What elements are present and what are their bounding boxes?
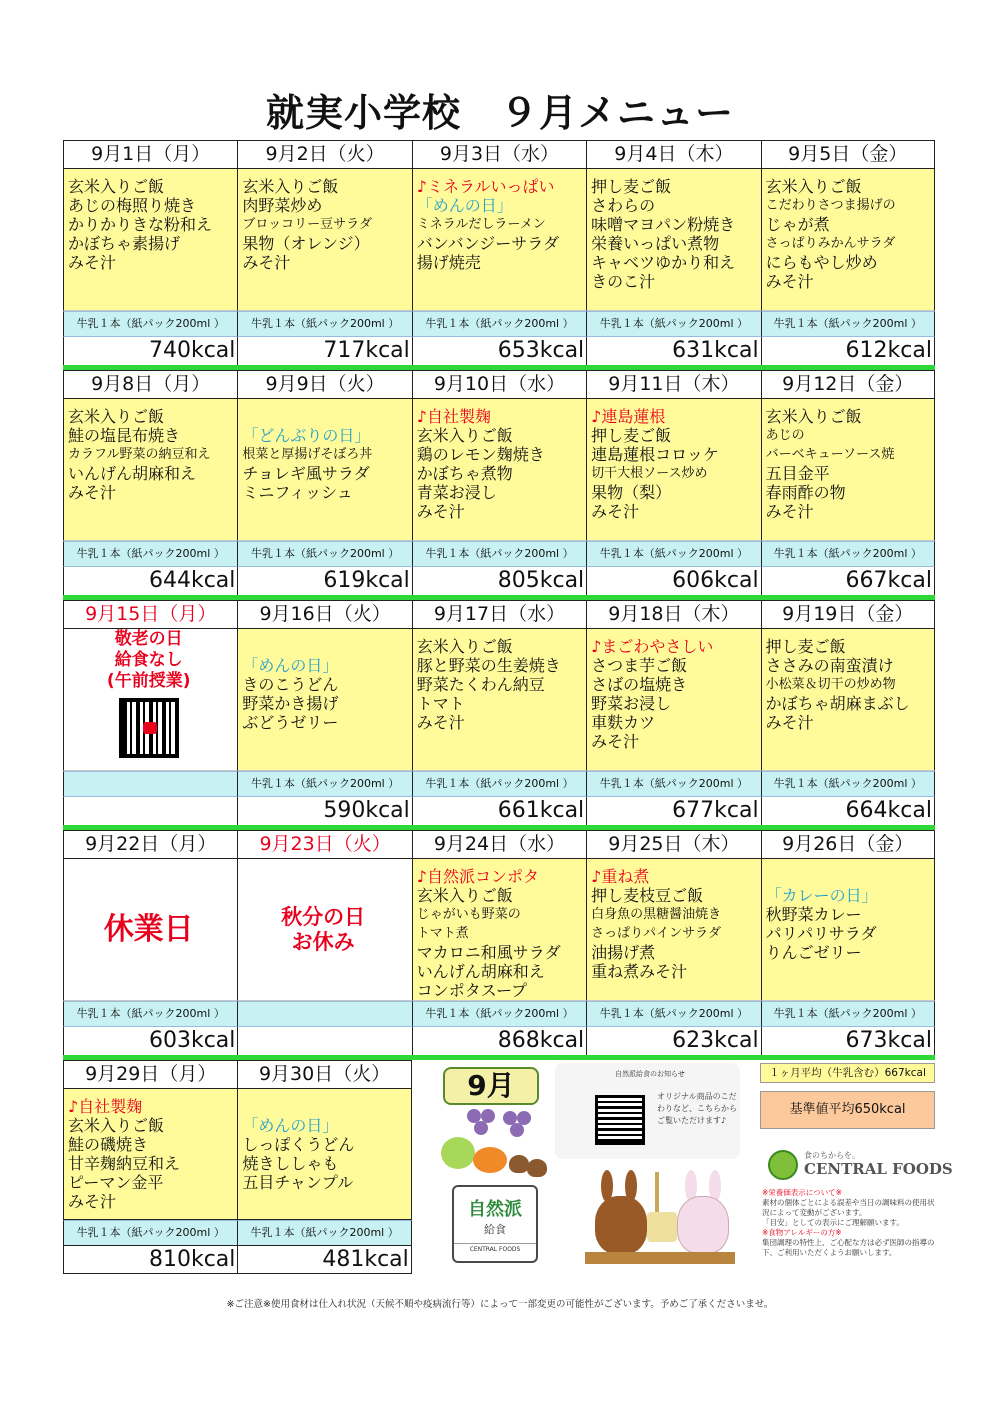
date-cell: 9月12日（金） [761, 370, 935, 399]
milk-cell: 牛乳１本（紙パック200ml ） [761, 771, 935, 797]
menu-cell [412, 399, 586, 541]
date-cell: 9月30日（火） [237, 1060, 411, 1089]
menu-item: りんごゼリー [765, 943, 862, 962]
kcal-cell: 619kcal [237, 567, 411, 595]
menu-item: ぶどうゼリー [242, 713, 339, 732]
milk-cell: 牛乳１本（紙パック200ml ） [412, 311, 586, 337]
menu-row [63, 169, 935, 311]
menu-item: 根菜と厚揚げそぼろ丼 [242, 447, 373, 462]
menu-item: 栄養いっぱい煮物 [591, 234, 720, 253]
menu-item [242, 407, 411, 426]
menu-cell [586, 859, 760, 1001]
logo-mark-icon [768, 1150, 798, 1180]
menu-item: 「めんの日」 [242, 656, 339, 675]
menu-item: マカロニ和風サラダ [416, 943, 561, 962]
menu-cell [237, 169, 411, 311]
menu-cell [412, 169, 586, 311]
week-block [63, 140, 935, 370]
menu-item: 玄米入りご飯 [765, 407, 862, 426]
menu-item: ♪自然派コンポタ [416, 867, 539, 886]
date-cell: 9月4日（木） [586, 140, 760, 169]
central-foods-logo [768, 1150, 953, 1180]
menu-item: 肉野菜炒め [242, 196, 323, 215]
menu-item: 車麩カツ [591, 713, 656, 732]
chestnut-icon [509, 1155, 529, 1173]
menu-cell [761, 629, 935, 771]
milk-cell: 牛乳１本（紙パック200ml ） [237, 771, 411, 797]
kcal-cell: 623kcal [586, 1027, 760, 1055]
kcal-cell: 810kcal [63, 1246, 237, 1274]
milk-row [63, 771, 935, 797]
holiday-line: 秋分の日 [281, 904, 366, 929]
kcal-cell: 612kcal [761, 337, 935, 365]
menu-item [242, 1097, 410, 1116]
milk-cell: 牛乳１本（紙パック200ml ） [586, 311, 760, 337]
date-cell: 9月24日（水） [412, 830, 586, 859]
date-cell: 9月3日（水） [412, 140, 586, 169]
kcal-cell: 805kcal [412, 567, 586, 595]
footer-note: ※ご注意※使用食材は仕入れ状況（天候不順や疫病流行等）によって一部変更の可能性がございます。予めご了承くださいませ。 [226, 1299, 774, 1310]
date-row [63, 600, 935, 629]
holiday-notice [64, 629, 237, 770]
date-cell: 9月25日（木） [586, 830, 760, 859]
date-cell: 9月19日（金） [761, 600, 935, 629]
kcal-cell: 631kcal [586, 337, 760, 365]
kcal-cell: 590kcal [237, 797, 411, 825]
menu-item: 青菜お浸し [416, 483, 497, 502]
qr-code-icon[interactable] [119, 698, 179, 758]
menu-item: 玄米入りご飯 [242, 177, 339, 196]
menu-row [63, 859, 935, 1001]
milk-cell: 牛乳１本（紙パック200ml ） [63, 1001, 237, 1027]
date-cell: 9月16日（火） [237, 600, 411, 629]
milk-cell: 牛乳１本（紙パック200ml ） [63, 1220, 237, 1246]
menu-item: みそ汁 [68, 483, 117, 502]
menu-item: 鮭の磯焼き [68, 1135, 149, 1154]
logo-tagline: 食のちからを。 [804, 1151, 860, 1160]
menu-item: 果物（オレンジ） [242, 234, 370, 253]
milk-cell: 牛乳１本（紙パック200ml ） [412, 771, 586, 797]
holiday-line: 休業日 [103, 911, 194, 947]
menu-row [63, 1089, 412, 1220]
menu-item: みそ汁 [416, 713, 465, 732]
milk-row [63, 1001, 935, 1027]
menu-item: 豚と野菜の生姜焼き [416, 656, 561, 675]
note-heading: ※栄養価表示について※ [762, 1188, 842, 1197]
menu-item: コンポタスープ [416, 981, 528, 1000]
kcal-cell: 644kcal [63, 567, 237, 595]
week-block [63, 830, 935, 1060]
date-cell: 9月5日（金） [761, 140, 935, 169]
menu-item: チョレギ風サラダ [242, 464, 370, 483]
menu-item: 秋野菜カレー [765, 905, 862, 924]
menu-row [63, 629, 935, 771]
kcal-cell: 667kcal [761, 567, 935, 595]
menu-item: さっぱりみかんサラダ [765, 236, 896, 251]
menu-item: バンバンジーサラダ [416, 234, 560, 253]
milk-cell: 牛乳１本（紙パック200ml ） [237, 541, 411, 567]
menu-item: あじの梅照り焼き [68, 196, 197, 215]
pink-rabbit-icon [677, 1196, 729, 1254]
menu-item: 野菜お浸し [591, 694, 672, 713]
menu-item: 玄米入りご飯 [68, 407, 165, 426]
menu-item: 切干大根ソース炒め [591, 466, 708, 481]
menu-item: いんげん胡麻和え [68, 464, 197, 483]
menu-item: 果物（梨） [591, 483, 672, 502]
menu-item: さつま芋ご飯 [591, 656, 688, 675]
date-row [63, 1060, 412, 1089]
menu-item: かぼちゃ煮物 [416, 464, 513, 483]
menu-item: 油揚げ煮 [591, 943, 656, 962]
date-row [63, 370, 935, 399]
menu-item: バーベキューソース焼 [765, 447, 895, 462]
holiday-line: 給食なし [114, 650, 183, 670]
chestnut-icon [527, 1159, 547, 1177]
menu-cell [761, 399, 935, 541]
grape-icon [474, 1121, 488, 1135]
date-cell: 9月23日（火） [237, 830, 411, 859]
milk-cell: 牛乳１本（紙パック200ml ） [761, 1001, 935, 1027]
menu-cell [761, 169, 935, 311]
pampas-grass-icon [655, 1172, 659, 1216]
menu-item: トマト煮 [416, 926, 469, 941]
kcal-cell: 653kcal [412, 337, 586, 365]
menu-item: 五目金平 [765, 464, 830, 483]
kcal-cell: 481kcal [237, 1246, 411, 1274]
milk-cell: 牛乳１本（紙パック200ml ） [761, 311, 935, 337]
nutrition-notes [762, 1188, 937, 1258]
note-text: 素材の個体ごとによる誤差や当日の調味料の使用状況によって変動がございます。 [762, 1198, 935, 1217]
date-row [63, 140, 935, 169]
menu-cell [761, 859, 935, 1001]
menu-item: みそ汁 [416, 502, 465, 521]
apple-icon [441, 1137, 475, 1169]
menu-item: 重ね煮みそ汁 [591, 962, 688, 981]
standard-average: 基準値平均650kcal [760, 1091, 935, 1129]
menu-item: 玄米入りご飯 [416, 886, 513, 905]
menu-item: 押し麦ご飯 [591, 426, 672, 445]
menu-item: みそ汁 [765, 502, 814, 521]
kcal-row [63, 337, 935, 365]
badge-line-2: 給食 [484, 1223, 506, 1236]
kcal-row [63, 1027, 935, 1055]
menu-item: ♪ミネラルいっぱい [416, 177, 555, 196]
date-cell: 9月9日（火） [237, 370, 411, 399]
milk-cell: 牛乳１本（紙パック200ml ） [63, 311, 237, 337]
menu-item: ♪自社製麹 [416, 407, 491, 426]
holiday-notice [238, 859, 411, 1000]
milk-cell: 牛乳１本（紙パック200ml ） [586, 1001, 760, 1027]
menu-item: 小松菜＆切干の炒め物 [765, 677, 896, 692]
menu-item: あじの [765, 428, 805, 443]
menu-item: さわらの [591, 196, 656, 215]
menu-item: 玄米入りご飯 [68, 177, 165, 196]
date-cell: 9月1日（月） [63, 140, 237, 169]
menu-item: 鶏のレモン麹焼き [416, 445, 545, 464]
menu-item: パリパリサラダ [765, 924, 877, 943]
milk-cell [63, 771, 237, 797]
kcal-cell: 677kcal [586, 797, 760, 825]
milk-cell: 牛乳１本（紙パック200ml ） [63, 541, 237, 567]
milk-cell: 牛乳１本（紙パック200ml ） [586, 541, 760, 567]
kcal-row [63, 1246, 412, 1274]
menu-item: ♪重ね煮 [591, 867, 650, 886]
milk-cell: 牛乳１本（紙パック200ml ） [412, 1001, 586, 1027]
kcal-row [63, 797, 935, 825]
menu-item: 焼きししゃも [242, 1154, 339, 1173]
date-row [63, 830, 935, 859]
kcal-cell: 868kcal [412, 1027, 586, 1055]
logo-name: CENTRAL FOODS [804, 1160, 953, 1178]
menu-item: みそ汁 [68, 253, 117, 272]
menu-item: さっぱりパインサラダ [591, 926, 722, 941]
menu-item: にらもやし炒め [765, 253, 878, 272]
date-cell: 9月15日（月） [63, 600, 237, 629]
menu-item: 玄米入りご飯 [416, 426, 513, 445]
kcal-cell: 673kcal [761, 1027, 935, 1055]
kcal-row [63, 567, 935, 595]
kcal-cell [63, 797, 237, 825]
week-block [63, 1060, 412, 1274]
menu-item [242, 637, 411, 656]
grape-icon [510, 1123, 524, 1137]
badge-line-1: 自然派 [468, 1199, 522, 1220]
qr-card-heading: 自然派給食のお知らせ [615, 1070, 685, 1078]
persimmon-icon [473, 1147, 507, 1173]
date-cell: 9月26日（金） [761, 830, 935, 859]
milk-cell [237, 1001, 411, 1027]
menu-item: かぼちゃ素揚げ [68, 234, 181, 253]
milk-cell: 牛乳１本（紙パック200ml ） [586, 771, 760, 797]
september-illustration [437, 1063, 547, 1181]
menu-item: ピーマン金平 [68, 1173, 164, 1192]
menu-cell [237, 399, 411, 541]
menu-item: ♪自社製麹 [68, 1097, 143, 1116]
menu-item: 野菜かき揚げ [242, 694, 339, 713]
menu-item: 鮭の塩昆布焼き [68, 426, 181, 445]
menu-item: みそ汁 [591, 502, 640, 521]
menu-item [766, 867, 934, 886]
menu-item: 連島蓮根コロッケ [591, 445, 719, 464]
menu-item: きのこうどん [242, 675, 339, 694]
menu-cell [412, 629, 586, 771]
week-block [63, 600, 935, 830]
menu-item: 玄米入りご飯 [416, 637, 513, 656]
kcal-cell: 661kcal [412, 797, 586, 825]
kcal-cell: 664kcal [761, 797, 935, 825]
menu-item: ささみの南蛮漬け [765, 656, 894, 675]
menu-item: 春雨酢の物 [765, 483, 846, 502]
menu-cell [586, 629, 760, 771]
menu-cell [237, 1089, 411, 1220]
menu-item: 味噌マヨパン粉焼き [591, 215, 736, 234]
menu-item: キャベツゆかり和え [591, 253, 736, 272]
qr-card-text: オリジナル商品のこだわりなど、こちらからご覧いただけます♪ [657, 1092, 737, 1125]
menu-cell [586, 169, 760, 311]
menu-item: 五目チャンプル [242, 1173, 354, 1192]
menu-item: こだわりさつま揚げの [765, 198, 896, 213]
menu-item: 「カレーの日」 [765, 886, 878, 905]
bench-icon [585, 1252, 735, 1264]
menu-item: 玄米入りご飯 [765, 177, 862, 196]
month-board: 9月 [443, 1067, 539, 1105]
date-cell: 9月10日（水） [412, 370, 586, 399]
menu-item: 押し麦枝豆ご飯 [591, 886, 704, 905]
note-heading: ※食物アレルギーの方※ [762, 1228, 842, 1237]
menu-item: かぼちゃ胡麻まぶし [765, 694, 910, 713]
menu-item: ♪連島蓮根 [591, 407, 666, 426]
menu-cell [63, 629, 237, 771]
menu-item: ♪まごわやさしい [591, 637, 714, 656]
menu-item: 押し麦ご飯 [765, 637, 846, 656]
holiday-notice [64, 859, 237, 1000]
menu-item: じゃがいも野菜の [416, 907, 521, 922]
menu-cell [63, 1089, 237, 1220]
menu-item: みそ汁 [242, 253, 291, 272]
menu-item: トマト [416, 694, 465, 713]
menu-item: ミニフィッシュ [242, 483, 353, 502]
menu-cell [586, 399, 760, 541]
holiday-line: (午前授業) [106, 671, 191, 691]
menu-item: 「めんの日」 [242, 1116, 339, 1135]
qr-code-icon[interactable] [595, 1095, 645, 1145]
menu-cell [237, 629, 411, 771]
milk-row [63, 541, 935, 567]
menu-item: 押し麦ご飯 [591, 177, 672, 196]
play-icon [143, 722, 157, 734]
menu-cell [237, 859, 411, 1001]
menu-item: 甘辛麹納豆和え [68, 1154, 181, 1173]
holiday-line: お休み [291, 929, 355, 954]
menu-cell [63, 399, 237, 541]
kcal-cell: 606kcal [586, 567, 760, 595]
date-cell: 9月22日（月） [63, 830, 237, 859]
milk-row [63, 1220, 412, 1246]
milk-cell: 牛乳１本（紙パック200ml ） [761, 541, 935, 567]
date-cell: 9月2日（火） [237, 140, 411, 169]
note-text: 集団調理の特性上、ご心配な方は必ず医師の指導の下、ご利用いただくようお願いします。 [762, 1238, 935, 1257]
milk-row [63, 311, 935, 337]
badge-line-3: CENTRAL FOODS [454, 1243, 536, 1253]
kcal-cell: 717kcal [237, 337, 411, 365]
website-qr-card [555, 1063, 740, 1159]
menu-item: みそ汁 [68, 1192, 117, 1211]
menu-item: 玄米入りご飯 [68, 1116, 165, 1135]
menu-item: みそ汁 [591, 732, 640, 751]
menu-item: 白身魚の黒糖醤油焼き [591, 907, 722, 922]
note-text: 「目安」としての表示にご理解願います。 [762, 1218, 904, 1227]
dango-stand-icon [647, 1212, 677, 1242]
date-cell: 9月11日（木） [586, 370, 760, 399]
menu-item: きのこ汁 [591, 272, 656, 291]
monthly-average: １ヶ月平均（牛乳含む）667kcal [760, 1063, 935, 1083]
shizenha-badge [452, 1185, 538, 1263]
menu-cell [412, 859, 586, 1001]
average-block [760, 1063, 935, 1129]
date-cell: 9月8日（月） [63, 370, 237, 399]
date-cell: 9月18日（木） [586, 600, 760, 629]
menu-row [63, 399, 935, 541]
menu-item: いんげん胡麻和え [416, 962, 545, 981]
menu-item: じゃが煮 [765, 215, 830, 234]
kcal-cell: 740kcal [63, 337, 237, 365]
menu-item: しっぽくうどん [242, 1135, 355, 1154]
menu-item: かりかりきな粉和え [68, 215, 213, 234]
menu-item: みそ汁 [765, 713, 814, 732]
holiday-line: 敬老の日 [114, 629, 183, 649]
date-cell: 9月17日（水） [412, 600, 586, 629]
menu-item: 揚げ焼売 [416, 253, 481, 272]
menu-item: 「めんの日」 [416, 196, 513, 215]
week-block [63, 370, 935, 600]
milk-cell: 牛乳１本（紙パック200ml ） [237, 311, 411, 337]
menu-item: さばの塩焼き [591, 675, 688, 694]
menu-item: 野菜たくわん納豆 [416, 675, 545, 694]
moon-viewing-rabbits-illustration [585, 1168, 735, 1268]
menu-cell [63, 169, 237, 311]
page-title: 就実小学校 ９月メニュー [265, 91, 734, 135]
menu-item: みそ汁 [765, 272, 814, 291]
menu-cell [63, 859, 237, 1001]
milk-cell: 牛乳１本（紙パック200ml ） [412, 541, 586, 567]
menu-item: カラフル野菜の納豆和え [68, 447, 211, 462]
menu-item: ミネラルだしラーメン [416, 217, 546, 232]
kcal-cell: 603kcal [63, 1027, 237, 1055]
date-cell: 9月29日（月） [63, 1060, 237, 1089]
milk-cell: 牛乳１本（紙パック200ml ） [237, 1220, 411, 1246]
kcal-cell [237, 1027, 411, 1055]
menu-item: 「どんぶりの日」 [242, 426, 371, 445]
menu-item: ブロッコリー豆サラダ [242, 217, 373, 232]
brown-rabbit-icon [595, 1196, 647, 1254]
